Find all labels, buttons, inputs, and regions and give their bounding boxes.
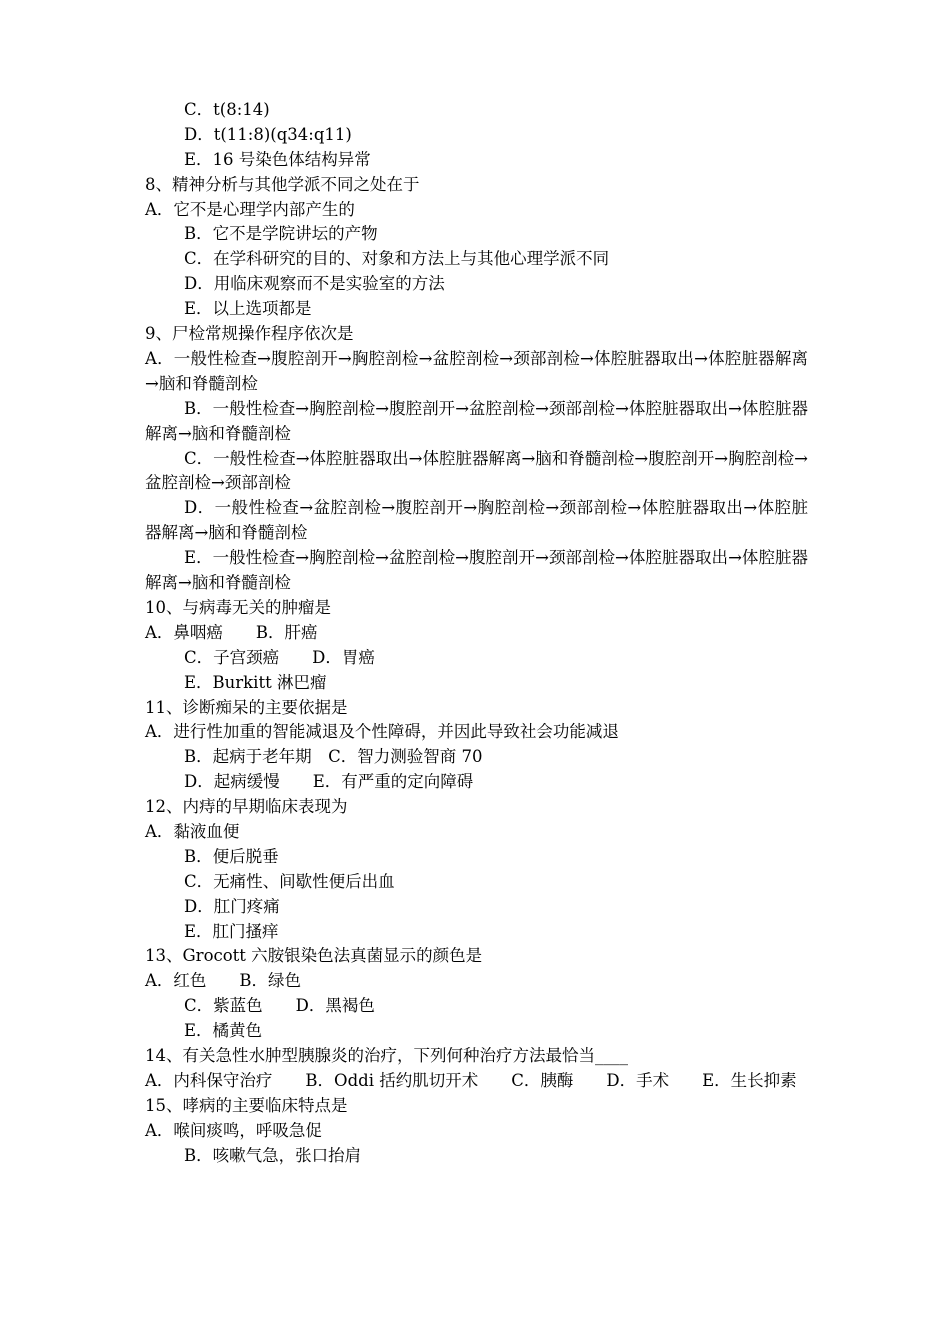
answer-option: D．用临床观察而不是实验室的方法 (184, 274, 445, 294)
answer-option: D．起病缓慢 E．有严重的定向障碍 (184, 772, 474, 792)
answer-option: C．子宫颈癌 D．胃癌 (184, 647, 375, 667)
answer-option: E．肛门搔痒 (184, 921, 279, 941)
answer-option: A．喉间痰鸣，呼吸急促 (145, 1120, 322, 1140)
answer-option: E．一般性检查→胸腔剖检→盆腔剖检→腹腔剖开→颈部剖检→体腔脏器取出→体腔脏器解离→脑和脊髓剖检 (145, 548, 808, 593)
answer-option: A．鼻咽癌 B．肝癌 (145, 622, 318, 642)
question-stem: 8、精神分析与其他学派不同之处在于 (145, 174, 420, 194)
answer-option: E．Burkitt 淋巴瘤 (184, 672, 327, 692)
answer-option: C．无痛性、间歇性便后出血 (184, 871, 395, 891)
answer-option: C．紫蓝色 D．黑褐色 (184, 996, 375, 1016)
answer-option: A．黏液血便 (145, 821, 240, 841)
answer-option: C．一般性检查→体腔脏器取出→体腔脏器解离→脑和脊髓剖检→腹腔剖开→胸腔剖检→盆腔剖检→颈部剖检 (145, 448, 808, 493)
answer-option: A．内科保守治疗 B．Oddi 括约肌切开术 C．胰酶 D．手术 E．生长抑素 (145, 1070, 797, 1090)
answer-option: B．起病于老年期 C．智力测验智商 70 (184, 747, 483, 767)
answer-option: B．它不是学院讲坛的产物 (184, 224, 378, 244)
answer-option: E．16 号染色体结构异常 (184, 149, 371, 169)
question-stem: 10、与病毒无关的肿瘤是 (145, 597, 331, 617)
answer-option: E．以上选项都是 (184, 299, 312, 319)
answer-option: C．在学科研究的目的、对象和方法上与其他心理学派不同 (184, 249, 610, 269)
answer-option: E．橘黄色 (184, 1021, 263, 1041)
question-stem: 11、诊断痴呆的主要依据是 (145, 697, 348, 717)
answer-option: D．一般性检查→盆腔剖检→腹腔剖开→胸腔剖检→颈部剖检→体腔脏器取出→体腔脏器解离→脑和脊髓剖检 (145, 498, 808, 543)
answer-option: B．咳嗽气急，张口抬肩 (184, 1145, 362, 1165)
answer-option: D．肛门疼痛 (184, 896, 280, 916)
answer-option: C．t(8:14) (184, 100, 270, 119)
answer-option: A．红色 B．绿色 (145, 971, 302, 991)
question-stem: 9、尸检常规操作程序依次是 (145, 324, 354, 344)
answer-option: B．便后脱垂 (184, 846, 279, 866)
question-stem: 15、哮病的主要临床特点是 (145, 1095, 348, 1115)
document-body (0, 98, 950, 1168)
answer-option: A．一般性检查→腹腔剖开→胸腔剖检→盆腔剖检→颈部剖检→体腔脏器取出→体腔脏器解离→脑和脊髓剖检 (145, 348, 808, 393)
answer-option: B．一般性检查→胸腔剖检→腹腔剖开→盆腔剖检→颈部剖检→体腔脏器取出→体腔脏器解离→脑和脊髓剖检 (145, 398, 808, 443)
question-stem: 12、内痔的早期临床表现为 (145, 797, 348, 817)
answer-option: D．t(11:8)(q34:q11) (184, 124, 352, 144)
question-stem: 14、有关急性水肿型胰腺炎的治疗，下列何种治疗方法最恰当____ (145, 1046, 628, 1065)
answer-option: A．它不是心理学内部产生的 (145, 199, 355, 219)
question-stem: 13、Grocott 六胺银染色法真菌显示的颜色是 (145, 946, 483, 966)
answer-option: A．进行性加重的智能减退及个性障碍，并因此导致社会功能减退 (145, 722, 619, 742)
